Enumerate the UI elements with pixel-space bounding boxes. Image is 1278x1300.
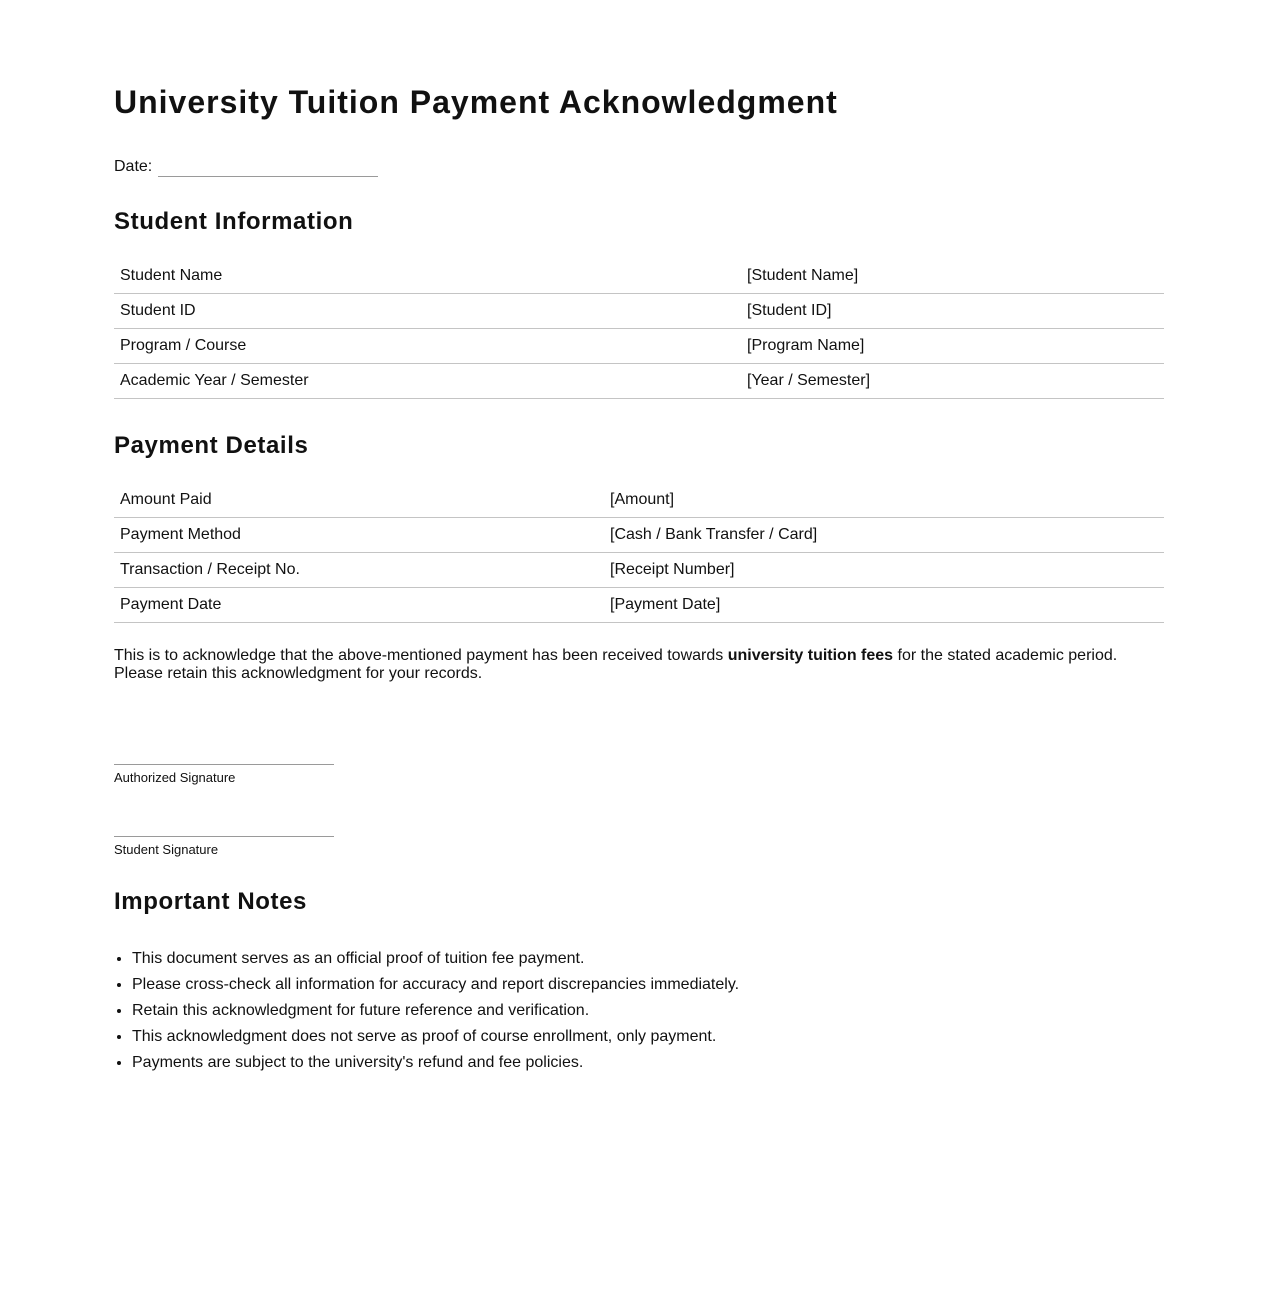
list-item: • Please cross-check all information for accuracy and report discrepancies immediately. [132,972,739,998]
acknowledgment-retain-text: Please retain this acknowledgment for your records. [114,665,483,682]
student-information-heading: Student Information [114,208,354,235]
acknowledgment-text-start: This is to acknowledge that the above-mentioned payment has been received towards [114,647,728,664]
table-row [114,518,1164,553]
table-row [114,364,1164,399]
student-information-table [114,259,1164,399]
authorized-signature-line[interactable] [114,764,334,765]
date-row [114,157,378,177]
important-notes-list [114,946,739,1076]
program-course-value: [Program Name] [741,329,1164,364]
payment-details-table [114,483,1164,623]
table-row [114,588,1164,623]
list-item: • Retain this acknowledgment for future reference and verification. [132,998,739,1024]
list-item: • Payments are subject to the university's refund and fee policies. [132,1050,739,1076]
table-row [114,329,1164,364]
date-field-line[interactable] [158,162,378,177]
student-signature-label: Student Signature [114,842,219,857]
table-row [114,259,1164,294]
authorized-signature-block [114,764,334,786]
student-signature-line[interactable] [114,836,334,837]
receipt-number-label: Transaction / Receipt No. [114,553,604,588]
payment-method-label: Payment Method [114,518,604,553]
student-signature-block [114,836,334,858]
acknowledgment-bold-text: university tuition fees [727,647,894,664]
academic-year-label: Academic Year / Semester [114,364,741,399]
list-item: • This document serves as an official proof of tuition fee payment. [132,946,739,972]
academic-year-value: [Year / Semester] [741,364,1164,399]
list-item: • This acknowledgment does not serve as proof of course enrollment, only payment. [132,1024,739,1050]
table-row [114,483,1164,518]
student-id-label: Student ID [114,294,741,329]
payment-method-value: [Cash / Bank Transfer / Card] [604,518,1164,553]
amount-paid-value: [Amount] [604,483,1164,518]
document-title: University Tuition Payment Acknowledgment [114,84,838,120]
payment-date-label: Payment Date [114,588,604,623]
acknowledgment-paragraph [114,647,1174,683]
acknowledgment-text-end: for the stated academic period. [893,647,1118,664]
student-id-value: [Student ID] [741,294,1164,329]
payment-details-heading: Payment Details [114,432,309,459]
student-name-value: [Student Name] [741,259,1164,294]
table-row [114,553,1164,588]
payment-date-value: [Payment Date] [604,588,1164,623]
program-course-label: Program / Course [114,329,741,364]
date-label: Date: [114,158,153,175]
table-row [114,294,1164,329]
important-notes-heading: Important Notes [114,888,308,915]
student-name-label: Student Name [114,259,741,294]
authorized-signature-label: Authorized Signature [114,770,236,785]
amount-paid-label: Amount Paid [114,483,604,518]
receipt-number-value: [Receipt Number] [604,553,1164,588]
